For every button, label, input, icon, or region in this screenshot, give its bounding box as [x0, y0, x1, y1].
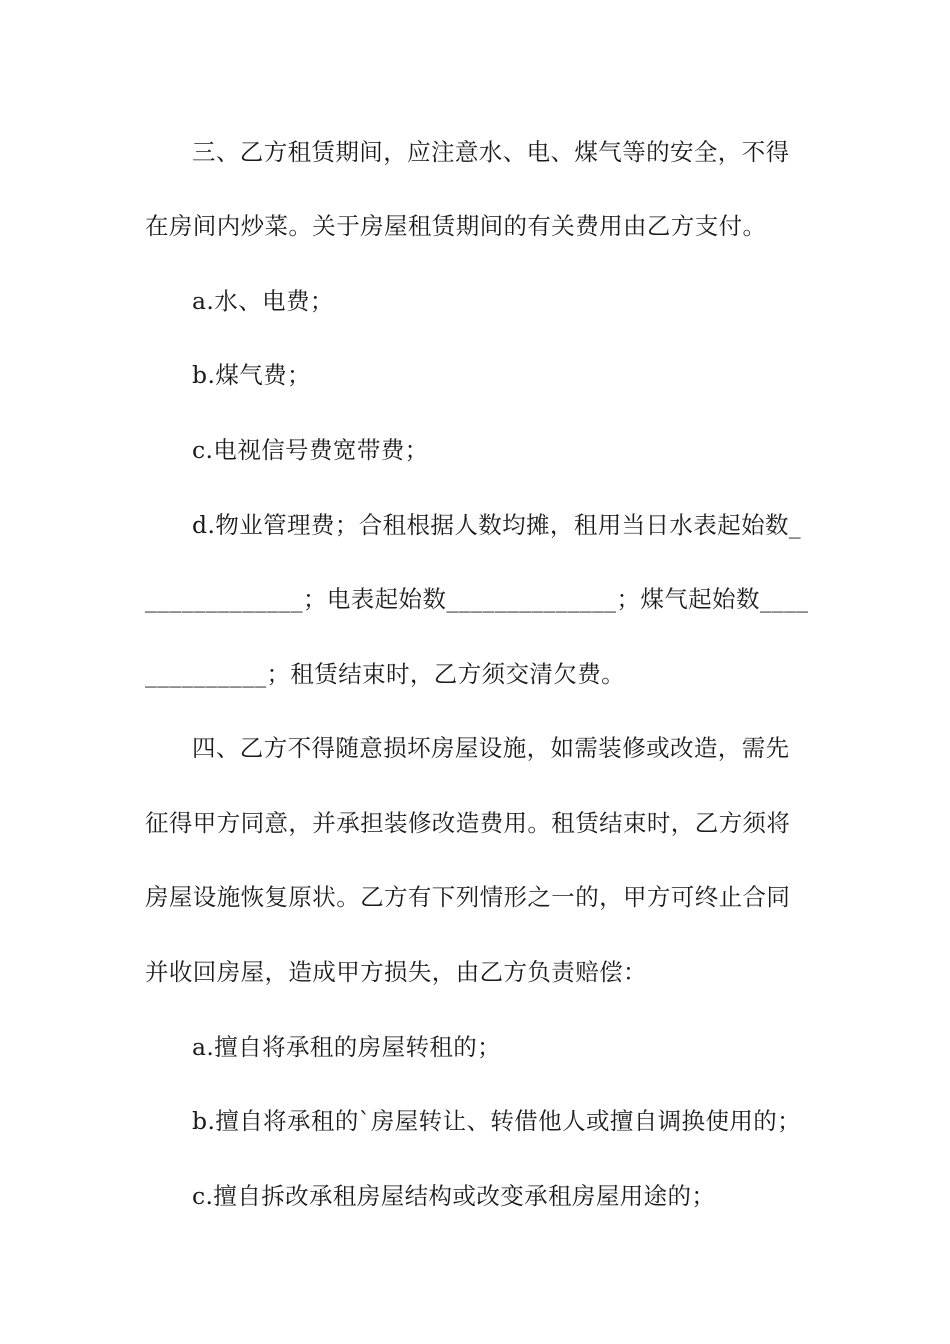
- clause-three-line-1: 三、乙方租赁期间，应注意水、电、煤气等的安全，不得: [192, 138, 790, 166]
- clause-four-line-4: 并收回房屋，造成甲方损失，由乙方负责赔偿：: [145, 958, 647, 986]
- fee-item-d-line-1: d.物业管理费；合租根据人数均摊，租用当日水表起始数_: [192, 511, 802, 539]
- termination-item-a: a.擅自将承租的房屋转租的；: [192, 1033, 502, 1061]
- fee-item-c: c.电视信号费宽带费；: [192, 436, 429, 464]
- fee-item-a: a.水、电费；: [192, 287, 334, 315]
- termination-item-c: c.擅自拆改承租房屋结构或改变承租房屋用途的；: [192, 1182, 716, 1210]
- clause-four-line-2: 征得甲方同意，并承担装修改造费用。租赁结束时，乙方须将: [145, 809, 791, 837]
- clause-three-line-2: 在房间内炒菜。关于房屋租赁期间的有关费用由乙方支付。: [145, 212, 767, 240]
- termination-item-b: b.擅自将承租的`房屋转让、转借他人或擅自调换使用的；: [192, 1107, 802, 1135]
- clause-four-line-3: 房屋设施恢复原状。乙方有下列情形之一的，甲方可终止合同: [145, 883, 791, 911]
- fee-item-d-line-2: _____________；电表起始数______________；煤气起始数____: [145, 585, 809, 613]
- fee-item-d-line-3: __________；租赁结束时，乙方须交清欠费。: [145, 660, 625, 688]
- fee-item-b: b.煤气费；: [192, 361, 311, 389]
- clause-four-line-1: 四、乙方不得随意损坏房屋设施，如需装修或改造，需先: [192, 734, 790, 762]
